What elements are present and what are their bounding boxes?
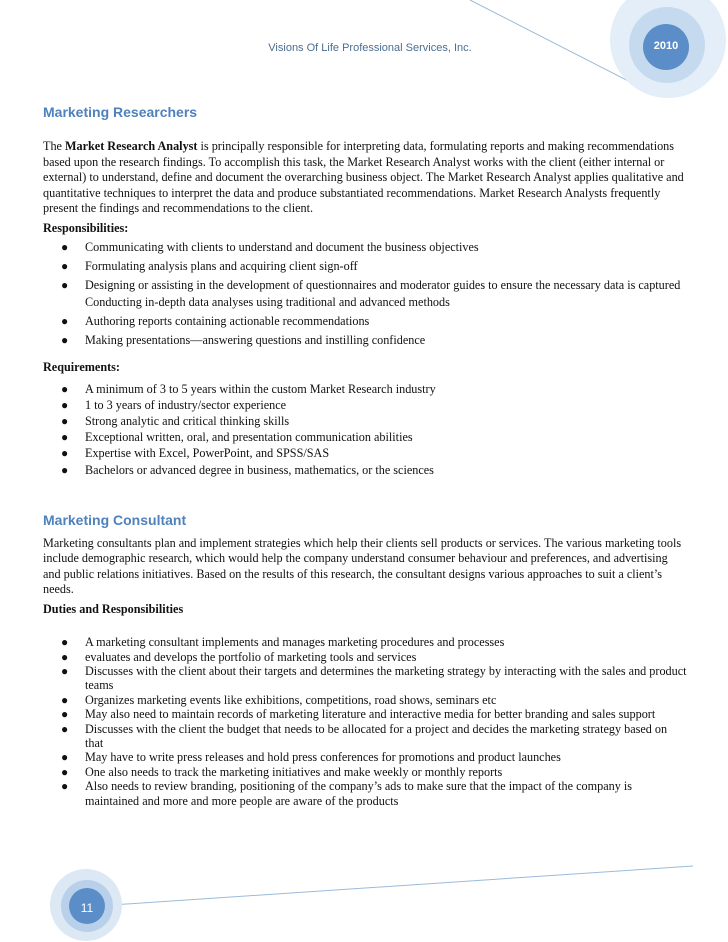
bullet-icon: ● xyxy=(61,446,69,461)
list-item-text: evaluates and develops the portfolio of marketing tools and services xyxy=(85,649,417,664)
list-item xyxy=(43,413,688,429)
intro-prefix: The xyxy=(43,139,65,153)
list-item-text: A minimum of 3 to 5 years within the custom Market Research industry xyxy=(85,381,436,396)
intro-rest: is principally responsible for interpreting data, formulating reports and making recommendations based upon the research findings. To accomplish this task, the Market Research Analyst works with the client (either internal or external) to understand, define and document the overarching business object. The Market Research Analyst applies qualitative and quantitative techniques to interpret the data and produce substantiated recommendations. Market Research Analysts frequently present the findings and recommendations to the client. xyxy=(43,139,684,215)
list-item xyxy=(43,765,688,779)
header-company-name: Visions Of Life Professional Services, Inc. xyxy=(268,42,472,54)
bullet-icon: ● xyxy=(61,664,69,679)
section-heading-marketing-consultant: Marketing Consultant xyxy=(43,511,187,528)
list-item-text: Making presentations—answering questions and instilling confidence xyxy=(85,333,426,347)
document-body xyxy=(43,103,688,808)
list-item xyxy=(43,462,688,478)
list-item xyxy=(43,258,688,275)
list-item xyxy=(43,381,688,397)
bullet-icon: ● xyxy=(61,721,69,736)
responsibilities-label: Responsibilities: xyxy=(43,220,129,235)
list-item-text: 1 to 3 years of industry/sector experience xyxy=(85,397,287,412)
section-heading-marketing-researchers: Marketing Researchers xyxy=(43,104,198,120)
bullet-icon: ● xyxy=(61,779,69,794)
requirements-label: Requirements: xyxy=(43,360,120,374)
list-item-text: Communicating with clients to understand and document the business objectives xyxy=(85,240,479,254)
bullet-icon: ● xyxy=(61,462,69,477)
bullet-icon: ● xyxy=(61,333,69,347)
bullet-icon: ● xyxy=(61,314,69,328)
consultant-intro-paragraph: Marketing consultants plan and implement strategies which help their clients sell products or services. The various marketing tools include demographic research, which would help the company understand consumer behaviour and preferences, and advertising and public relations initiatives. Based on the results of this research, the consultant designs various approaches to suit a client’s needs. xyxy=(43,535,682,597)
list-item-text: May have to write press releases and hold press conferences for promotions and product launches xyxy=(85,750,561,765)
page-number: 11 xyxy=(80,901,94,915)
list-item xyxy=(43,239,688,256)
list-item xyxy=(43,693,688,707)
intro-bold-term: Market Research Analyst xyxy=(65,139,198,153)
list-item xyxy=(43,664,688,693)
bullet-icon: ● xyxy=(61,635,69,650)
bullet-icon: ● xyxy=(61,397,69,412)
duties-label: Duties and Responsibilities xyxy=(43,601,184,616)
list-item xyxy=(43,779,688,808)
list-item-text: Expertise with Excel, PowerPoint, and SPSS/SAS xyxy=(85,446,330,461)
list-item-text: Discusses with the client the budget that needs to be allocated for a project and decides the marketing strategy based on that xyxy=(85,721,668,751)
list-item-text: Bachelors or advanced degree in business, mathematics, or the sciences xyxy=(85,462,434,477)
bullet-icon: ● xyxy=(61,764,69,779)
bullet-icon: ● xyxy=(61,707,69,722)
list-item-text: Exceptional written, oral, and presentation communication abilities xyxy=(85,430,413,445)
list-item-text: Organizes marketing events like exhibitions, competitions, road shows, seminars etc xyxy=(85,692,497,707)
list-item-text: Formulating analysis plans and acquiring client sign-off xyxy=(85,259,358,273)
bullet-icon: ● xyxy=(61,750,69,765)
duties-list xyxy=(43,635,688,808)
list-item xyxy=(43,722,688,751)
researchers-intro-paragraph xyxy=(43,139,688,217)
list-item-text: May also need to maintain records of marketing literature and interactive media for better branding and sales support xyxy=(85,707,656,722)
list-item xyxy=(43,635,688,649)
bullet-icon: ● xyxy=(61,413,69,428)
list-item xyxy=(43,750,688,764)
requirements-list xyxy=(43,381,688,478)
list-item xyxy=(43,397,688,413)
list-item xyxy=(43,429,688,445)
bullet-icon: ● xyxy=(61,649,69,664)
bullet-icon: ● xyxy=(61,259,69,273)
list-item xyxy=(43,707,688,721)
list-item-text: Discusses with the client about their targets and determines the marketing strategy by interacting with the sales and product teams xyxy=(85,664,687,693)
bullet-icon: ● xyxy=(61,430,69,445)
footer-rule-line xyxy=(112,866,693,905)
list-item xyxy=(43,313,688,330)
header-year: 2010 xyxy=(653,40,679,52)
bullet-icon: ● xyxy=(61,381,69,396)
responsibilities-list xyxy=(43,239,688,349)
list-item-text: Strong analytic and critical thinking skills xyxy=(85,413,290,428)
bullet-icon: ● xyxy=(61,278,69,292)
list-item xyxy=(43,445,688,461)
list-item-text: Also needs to review branding, positioning of the company’s ads to make sure that the impact of the company is maintained and more and more people are aware of the products xyxy=(85,779,632,808)
list-item xyxy=(43,332,688,349)
list-item-text: Designing or assisting in the development of questionnaires and moderator guides to ensure the necessary data is captured Conducting in-depth data analyses using traditional and advanced methods xyxy=(85,278,681,309)
list-item-text: Authoring reports containing actionable recommendations xyxy=(85,314,370,328)
list-item xyxy=(43,650,688,664)
bullet-icon: ● xyxy=(61,692,69,707)
list-item xyxy=(43,277,688,311)
bullet-icon: ● xyxy=(61,240,69,254)
list-item-text: One also needs to track the marketing initiatives and make weekly or monthly reports xyxy=(85,764,503,779)
list-item-text: A marketing consultant implements and manages marketing procedures and processes xyxy=(85,635,505,650)
